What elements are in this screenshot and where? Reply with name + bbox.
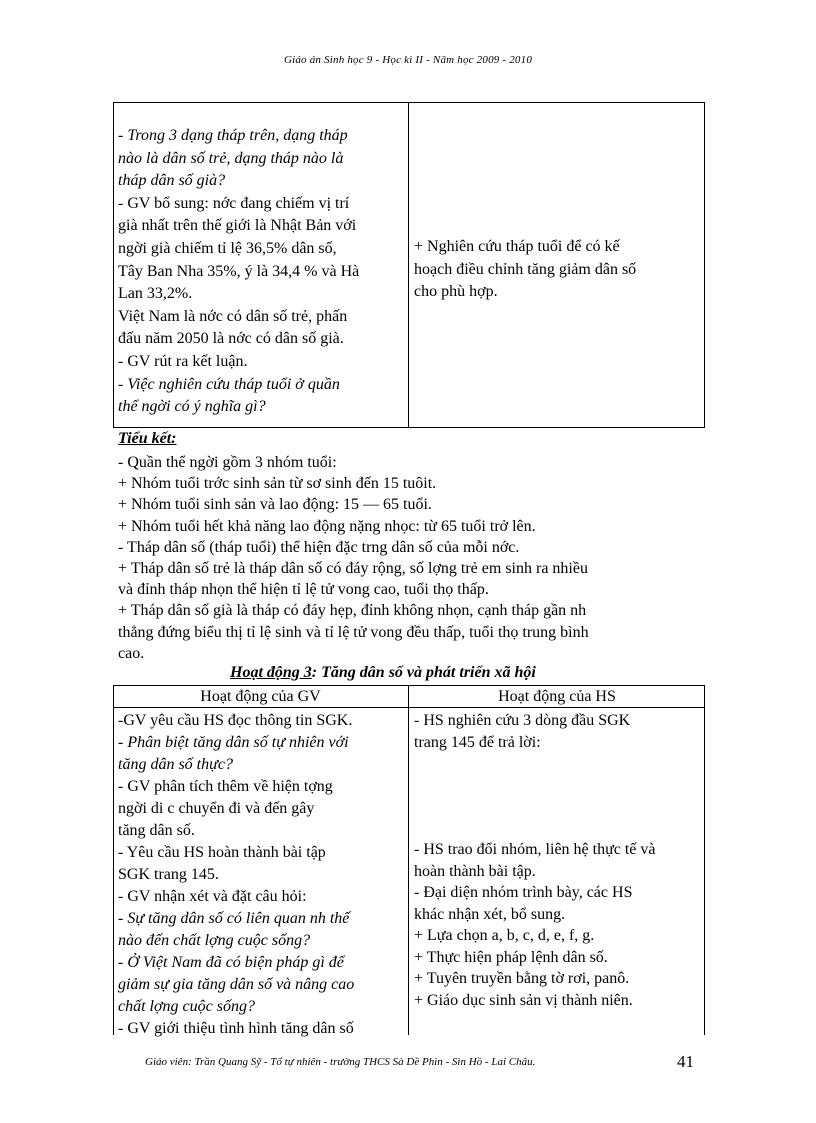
text-line: + Thực hiện pháp lệnh dân số.	[414, 948, 608, 966]
text-line: + Tuyên truyền bằng tờ rơi, panô.	[414, 970, 630, 987]
text-line: - Quần thể ngời gồm 3 nhóm tuổi:	[118, 454, 337, 471]
page-footer: Giáo viên: Trần Quang Sỹ - Tổ tự nhiên - trường THCS Sà Dề Phìn - Sìn Hồ - Lai Châu.	[145, 1056, 536, 1068]
summary-title: Tiểu kết:	[118, 430, 177, 447]
text-line: khác nhận xét, bổ sung.	[414, 905, 566, 923]
text-line: + Tháp dân số trẻ là tháp dân số có đáy rộng, số lợng trẻ em sinh ra nhiều	[118, 560, 588, 577]
text-line: ngời di c chuyển đi và đến gây	[118, 800, 315, 817]
text-line: - Phân biệt tăng dân số tự nhiên với	[118, 734, 349, 751]
text-line: -GV yêu cầu HS đọc thông tin SGK.	[118, 712, 353, 729]
activity3-title-prefix: Hoạt động 3	[230, 664, 312, 681]
text-line: - GV bổ sung: nớc đang chiếm vị trí	[118, 194, 350, 212]
text-line: thể ngời có ý nghĩa gì?	[118, 398, 266, 416]
page-header: Giáo án Sinh học 9 - Học kì II - Năm học 2009 - 2010	[283, 54, 533, 66]
text-line: + Nhóm tuổi hết khả năng lao động nặng nhọc: từ 65 tuổi trở lên.	[118, 517, 536, 535]
text-line: - Yêu cầu HS hoàn thành bài tập	[118, 844, 326, 861]
text-line: + Nghiên cứu tháp tuổi để có kế	[414, 238, 620, 255]
page-number: 41	[677, 1052, 694, 1071]
text-line: - GV rút ra kết luận.	[118, 353, 248, 370]
text-line: Việt Nam là nớc có dân số trẻ, phấn	[118, 307, 348, 325]
table-column-divider	[408, 102, 409, 428]
text-line: hoạch điều chỉnh tăng giảm dân số	[414, 260, 637, 278]
text-line: - Việc nghiên cứu tháp tuổi ở quần	[118, 375, 340, 393]
text-line: thẳng đứng biểu thị tỉ lệ sinh và tỉ lệ tử vong đều thấp, tuổi thọ trung bình	[118, 623, 589, 641]
text-line: tháp dân số già?	[118, 172, 226, 190]
text-line: - HS trao đổi nhóm, liên hệ thực tế và	[414, 841, 656, 858]
text-line: - Ở Việt Nam đã có biện pháp gì để	[118, 954, 344, 971]
text-line: SGK trang 145.	[118, 866, 219, 883]
text-line: + Giáo dục sinh sản vị thành niên.	[414, 991, 633, 1009]
text-line: Tây Ban Nha 35%, ý là 34,4 % và Hà	[118, 262, 360, 280]
text-line: + Lựa chọn a, b, c, d, e, f, g.	[414, 927, 595, 944]
column-header-hs: Hoạt động của HS	[498, 688, 616, 705]
text-line: - HS nghiên cứu 3 dòng đầu SGK	[414, 712, 631, 729]
text-line: - Sự tăng dân số có liên quan nh thế	[118, 910, 350, 927]
text-line: già nhất trên thế giới là Nhật Bản với	[118, 217, 357, 235]
activity-header-rule	[113, 707, 705, 708]
text-line: trang 145 để trả lời:	[414, 733, 541, 751]
text-line: - GV giới thiệu tình hình tăng dân số	[118, 1020, 354, 1037]
text-line: đấu năm 2050 là nớc có dân số già.	[118, 330, 344, 348]
text-line: - Tháp dân số (tháp tuổi) thể hiện đặc trng dân số của mỗi nớc.	[118, 538, 520, 556]
text-line: tăng dân số thực?	[118, 756, 233, 773]
text-line: + Nhóm tuổi sinh sản và lao động: 15 — 65 tuổi.	[118, 496, 432, 514]
text-line: + Tháp dân số già là tháp có đáy hẹp, đỉnh không nhọn, cạnh tháp gần nh	[118, 602, 587, 620]
text-line: - GV nhận xét và đặt câu hỏi:	[118, 888, 307, 905]
text-line: ngời già chiếm tỉ lệ 36,5% dân số,	[118, 240, 337, 257]
column-header-gv: Hoạt động của GV	[200, 688, 321, 705]
text-line: và đỉnh tháp nhọn thể hiện tỉ lệ tử vong cao, tuổi thọ thấp.	[118, 581, 489, 599]
activity3-title	[230, 664, 536, 682]
text-line: nào đến chất lợng cuộc sống?	[118, 932, 311, 949]
text-line: cao.	[118, 644, 145, 662]
text-line: nào là dân số trẻ, dạng tháp nào là	[118, 149, 344, 167]
text-line: + Nhóm tuổi trớc sinh sản từ sơ sinh đến 15 tuôit.	[118, 475, 437, 493]
text-line: - Đại diện nhóm trình bày, các HS	[414, 884, 633, 901]
activity-table-divider	[408, 685, 409, 1035]
text-line: chất lợng cuộc sống?	[118, 998, 255, 1015]
text-line: - GV phân tích thêm về hiện tợng	[118, 778, 333, 795]
text-line: hoàn thành bài tập.	[414, 862, 536, 880]
text-line: tăng dân số.	[118, 822, 195, 839]
activity3-title-rest: : Tăng dân số và phát triển xã hội	[311, 664, 536, 681]
text-line: - Trong 3 dạng tháp trên, dạng tháp	[118, 127, 348, 144]
text-line: Lan 33,2%.	[118, 285, 193, 303]
text-line: cho phù hợp.	[414, 283, 498, 301]
text-line: giảm sự gia tăng dân số và nâng cao	[118, 976, 355, 993]
